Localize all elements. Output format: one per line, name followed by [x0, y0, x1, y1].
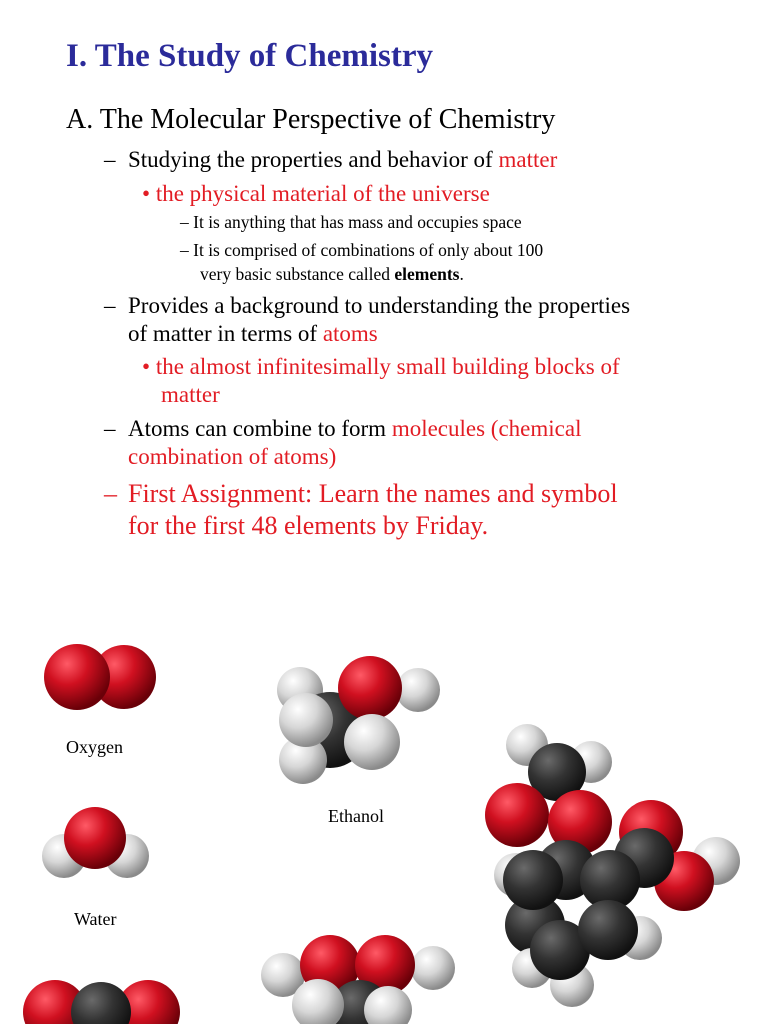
bullet-text-line2: of matter in terms of [128, 321, 323, 346]
sub-sub-bullet-text: It is anything that has mass and occupies space [193, 212, 522, 232]
dash-marker: – [104, 147, 116, 172]
term-molecules-line2: combination of atoms) [128, 444, 337, 469]
caption-water: Water [74, 909, 117, 929]
bullet-text-line1: Provides a background to understanding the properties [128, 293, 631, 318]
dash-marker: – [104, 479, 117, 508]
ethanol-molecule [277, 656, 440, 784]
sub-bullet-text-line2: matter [161, 382, 220, 407]
assignment-text-line2: for the first 48 elements by Friday. [128, 511, 489, 540]
oxygen-molecule [44, 644, 156, 710]
sub-sub-bullet-text-line2: very basic substance called [200, 264, 395, 284]
term-atoms: atoms [322, 321, 378, 346]
slide-title: I. The Study of Chemistry [66, 38, 434, 74]
carbon-dioxide-molecule [23, 980, 180, 1024]
sub-bullet-text: the physical material of the universe [155, 181, 490, 206]
bullet-text: Studying the properties and behavior of [128, 147, 499, 172]
assignment-text-line1: First Assignment: Learn the names and symbol [128, 479, 618, 508]
water-molecule [42, 807, 149, 878]
sub-sub-bullet-text-line1: It is comprised of combinations of only about 100 [193, 240, 544, 260]
dash-marker: – [180, 240, 189, 260]
period: . [459, 264, 464, 284]
bottom-center-molecule [261, 935, 455, 1024]
section-heading: A. The Molecular Perspective of Chemistry [66, 104, 556, 135]
caption-oxygen: Oxygen [66, 737, 123, 757]
sub-bullet-text-line1: the almost infinitesimally small building blocks of [155, 354, 620, 379]
aspirin-molecule [485, 724, 740, 1007]
term-matter: matter [498, 147, 558, 172]
dash-marker: – [104, 416, 116, 441]
dash-marker: – [180, 212, 189, 232]
bullet-dot: • [142, 354, 151, 379]
dash-marker: – [104, 293, 116, 318]
bullet-text: Atoms can combine to form [128, 416, 392, 441]
caption-ethanol: Ethanol [328, 806, 384, 826]
term-elements: elements [394, 264, 460, 284]
term-molecules: molecules (chemical [391, 416, 582, 441]
bullet-dot: • [142, 181, 151, 206]
